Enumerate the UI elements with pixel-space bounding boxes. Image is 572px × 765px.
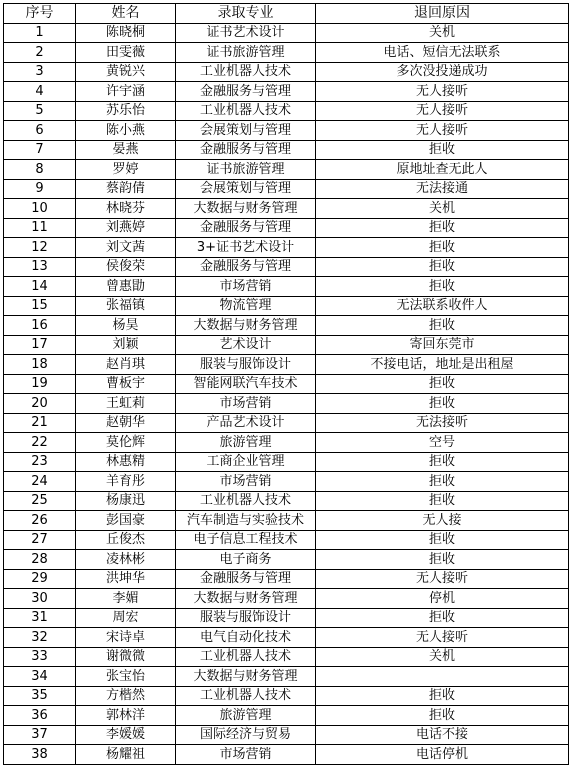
cell-name: 林晓芬 (76, 199, 176, 219)
cell-name: 张福镇 (76, 296, 176, 316)
table-row (4, 589, 569, 609)
cell-reason: 无法联系收件人 (316, 296, 569, 316)
cell-number: 14 (4, 277, 76, 297)
cell-reason: 无法接通 (316, 179, 569, 199)
table-body (4, 23, 569, 764)
cell-number: 10 (4, 199, 76, 219)
table-row (4, 218, 569, 238)
cell-number: 29 (4, 569, 76, 589)
cell-reason: 多次没投递成功 (316, 62, 569, 82)
cell-number: 16 (4, 316, 76, 336)
cell-reason: 拒收 (316, 472, 569, 492)
cell-name: 刘文茜 (76, 238, 176, 258)
cell-major: 金融服务与管理 (176, 82, 316, 102)
cell-number: 8 (4, 160, 76, 180)
table-row (4, 355, 569, 375)
cell-major: 艺术设计 (176, 335, 316, 355)
cell-number: 28 (4, 550, 76, 570)
cell-reason: 拒收 (316, 550, 569, 570)
cell-name: 曹板宇 (76, 374, 176, 394)
cell-major: 电气自动化技术 (176, 628, 316, 648)
table-row (4, 316, 569, 336)
cell-major: 服装与服饰设计 (176, 355, 316, 375)
cell-number: 4 (4, 82, 76, 102)
cell-major: 产品艺术设计 (176, 413, 316, 433)
cell-name: 苏乐怡 (76, 101, 176, 121)
cell-reason: 拒收 (316, 277, 569, 297)
header-reason: 退回原因 (316, 4, 569, 24)
cell-name: 莫伦辉 (76, 433, 176, 453)
cell-reason: 拒收 (316, 491, 569, 511)
cell-name: 黄锐兴 (76, 62, 176, 82)
table-row (4, 667, 569, 687)
cell-major: 大数据与财务管理 (176, 667, 316, 687)
cell-name: 方楷然 (76, 686, 176, 706)
cell-major: 市场营销 (176, 745, 316, 765)
cell-major: 旅游管理 (176, 433, 316, 453)
cell-reason: 电话、短信无法联系 (316, 43, 569, 63)
cell-name: 杨康迅 (76, 491, 176, 511)
cell-major: 金融服务与管理 (176, 218, 316, 238)
cell-major: 大数据与财务管理 (176, 589, 316, 609)
cell-name: 宋诗卓 (76, 628, 176, 648)
table-row (4, 745, 569, 765)
cell-number: 23 (4, 452, 76, 472)
cell-reason: 停机 (316, 589, 569, 609)
cell-reason: 无人接听 (316, 121, 569, 141)
table-row (4, 62, 569, 82)
cell-reason: 关机 (316, 23, 569, 43)
table-row (4, 725, 569, 745)
cell-reason: 无人接听 (316, 82, 569, 102)
cell-reason: 拒收 (316, 140, 569, 160)
cell-reason: 关机 (316, 647, 569, 667)
cell-reason: 拒收 (316, 706, 569, 726)
cell-reason: 拒收 (316, 374, 569, 394)
cell-number: 11 (4, 218, 76, 238)
cell-number: 5 (4, 101, 76, 121)
cell-name: 刘颖 (76, 335, 176, 355)
table-row (4, 179, 569, 199)
cell-name: 赵朝华 (76, 413, 176, 433)
cell-major: 金融服务与管理 (176, 569, 316, 589)
cell-number: 36 (4, 706, 76, 726)
table-row (4, 43, 569, 63)
table-row (4, 413, 569, 433)
cell-major: 工业机器人技术 (176, 686, 316, 706)
header-row (4, 4, 569, 24)
cell-reason: 拒收 (316, 218, 569, 238)
cell-name: 陈小燕 (76, 121, 176, 141)
header-number: 序号 (4, 4, 76, 24)
cell-name: 许宇涵 (76, 82, 176, 102)
cell-reason: 拒收 (316, 257, 569, 277)
cell-major: 证书艺术设计 (176, 23, 316, 43)
cell-number: 17 (4, 335, 76, 355)
table-row (4, 335, 569, 355)
cell-number: 38 (4, 745, 76, 765)
table-row (4, 530, 569, 550)
table-row (4, 706, 569, 726)
table-row (4, 82, 569, 102)
cell-reason: 不接电话，地址是出租屋 (316, 355, 569, 375)
cell-major: 工业机器人技术 (176, 647, 316, 667)
cell-major: 工业机器人技术 (176, 101, 316, 121)
table-row (4, 121, 569, 141)
table-row (4, 433, 569, 453)
cell-number: 35 (4, 686, 76, 706)
table-row (4, 257, 569, 277)
table-row (4, 647, 569, 667)
cell-reason: 空号 (316, 433, 569, 453)
header-major: 录取专业 (176, 4, 316, 24)
cell-major: 物流管理 (176, 296, 316, 316)
table-row (4, 374, 569, 394)
cell-major: 国际经济与贸易 (176, 725, 316, 745)
cell-reason: 无法接听 (316, 413, 569, 433)
cell-reason: 电话停机 (316, 745, 569, 765)
table-row (4, 628, 569, 648)
cell-name: 张宝怡 (76, 667, 176, 687)
cell-major: 金融服务与管理 (176, 257, 316, 277)
table-row (4, 101, 569, 121)
cell-number: 25 (4, 491, 76, 511)
table-row (4, 569, 569, 589)
table-row (4, 296, 569, 316)
cell-name: 杨昊 (76, 316, 176, 336)
cell-number: 34 (4, 667, 76, 687)
cell-name: 林惠精 (76, 452, 176, 472)
cell-reason: 拒收 (316, 316, 569, 336)
cell-name: 彭国豪 (76, 511, 176, 531)
cell-reason: 无人接听 (316, 628, 569, 648)
cell-name: 李媛媛 (76, 725, 176, 745)
cell-name: 丘俊杰 (76, 530, 176, 550)
cell-major: 市场营销 (176, 277, 316, 297)
cell-name: 蔡韵倩 (76, 179, 176, 199)
cell-name: 王虹莉 (76, 394, 176, 414)
cell-name: 羊育彤 (76, 472, 176, 492)
cell-name: 李媚 (76, 589, 176, 609)
cell-name: 杨耀祖 (76, 745, 176, 765)
cell-major: 大数据与财务管理 (176, 199, 316, 219)
cell-number: 9 (4, 179, 76, 199)
table-header (4, 4, 569, 24)
cell-number: 33 (4, 647, 76, 667)
cell-name: 周宏 (76, 608, 176, 628)
table-row (4, 160, 569, 180)
table-row (4, 686, 569, 706)
cell-name: 陈晓桐 (76, 23, 176, 43)
cell-number: 3 (4, 62, 76, 82)
cell-major: 工业机器人技术 (176, 491, 316, 511)
cell-number: 13 (4, 257, 76, 277)
cell-number: 21 (4, 413, 76, 433)
table-row (4, 452, 569, 472)
cell-number: 6 (4, 121, 76, 141)
cell-name: 罗婷 (76, 160, 176, 180)
cell-major: 会展策划与管理 (176, 179, 316, 199)
cell-reason: 原地址查无此人 (316, 160, 569, 180)
cell-major: 旅游管理 (176, 706, 316, 726)
cell-number: 22 (4, 433, 76, 453)
table-row (4, 550, 569, 570)
cell-number: 15 (4, 296, 76, 316)
table-row (4, 238, 569, 258)
cell-number: 12 (4, 238, 76, 258)
cell-major: 智能网联汽车技术 (176, 374, 316, 394)
cell-major: 3+证书艺术设计 (176, 238, 316, 258)
cell-number: 26 (4, 511, 76, 531)
cell-major: 会展策划与管理 (176, 121, 316, 141)
cell-major: 服装与服饰设计 (176, 608, 316, 628)
cell-number: 32 (4, 628, 76, 648)
table-row (4, 23, 569, 43)
cell-name: 郭林洋 (76, 706, 176, 726)
cell-name: 谢微微 (76, 647, 176, 667)
cell-reason (316, 667, 569, 687)
cell-major: 工业机器人技术 (176, 62, 316, 82)
cell-reason: 电话不接 (316, 725, 569, 745)
header-name: 姓名 (76, 4, 176, 24)
cell-reason: 拒收 (316, 530, 569, 550)
cell-reason: 拒收 (316, 394, 569, 414)
table-row (4, 277, 569, 297)
cell-major: 工商企业管理 (176, 452, 316, 472)
table-row (4, 491, 569, 511)
table-row (4, 511, 569, 531)
table-row (4, 608, 569, 628)
cell-major: 电子商务 (176, 550, 316, 570)
cell-name: 洪坤华 (76, 569, 176, 589)
cell-major: 市场营销 (176, 394, 316, 414)
cell-name: 侯俊荣 (76, 257, 176, 277)
cell-number: 37 (4, 725, 76, 745)
table-row (4, 140, 569, 160)
cell-number: 31 (4, 608, 76, 628)
cell-reason: 无人接 (316, 511, 569, 531)
cell-number: 2 (4, 43, 76, 63)
cell-number: 7 (4, 140, 76, 160)
cell-reason: 关机 (316, 199, 569, 219)
cell-number: 24 (4, 472, 76, 492)
cell-major: 证书旅游管理 (176, 43, 316, 63)
table-row (4, 472, 569, 492)
cell-number: 20 (4, 394, 76, 414)
cell-number: 18 (4, 355, 76, 375)
cell-major: 市场营销 (176, 472, 316, 492)
cell-reason: 拒收 (316, 238, 569, 258)
cell-reason: 拒收 (316, 608, 569, 628)
cell-name: 凌林彬 (76, 550, 176, 570)
cell-name: 田雯薇 (76, 43, 176, 63)
cell-major: 汽车制造与实验技术 (176, 511, 316, 531)
cell-name: 刘燕婷 (76, 218, 176, 238)
return-list-table (3, 3, 569, 765)
cell-name: 晏燕 (76, 140, 176, 160)
cell-reason: 拒收 (316, 452, 569, 472)
cell-name: 曾惠勖 (76, 277, 176, 297)
cell-reason: 拒收 (316, 686, 569, 706)
cell-reason: 寄回东莞市 (316, 335, 569, 355)
cell-major: 大数据与财务管理 (176, 316, 316, 336)
table-row (4, 394, 569, 414)
cell-number: 1 (4, 23, 76, 43)
cell-number: 30 (4, 589, 76, 609)
cell-name: 赵肖琪 (76, 355, 176, 375)
cell-reason: 无人接听 (316, 101, 569, 121)
cell-number: 27 (4, 530, 76, 550)
cell-major: 电子信息工程技术 (176, 530, 316, 550)
cell-major: 金融服务与管理 (176, 140, 316, 160)
table-row (4, 199, 569, 219)
cell-number: 19 (4, 374, 76, 394)
cell-reason: 无人接听 (316, 569, 569, 589)
cell-major: 证书旅游管理 (176, 160, 316, 180)
